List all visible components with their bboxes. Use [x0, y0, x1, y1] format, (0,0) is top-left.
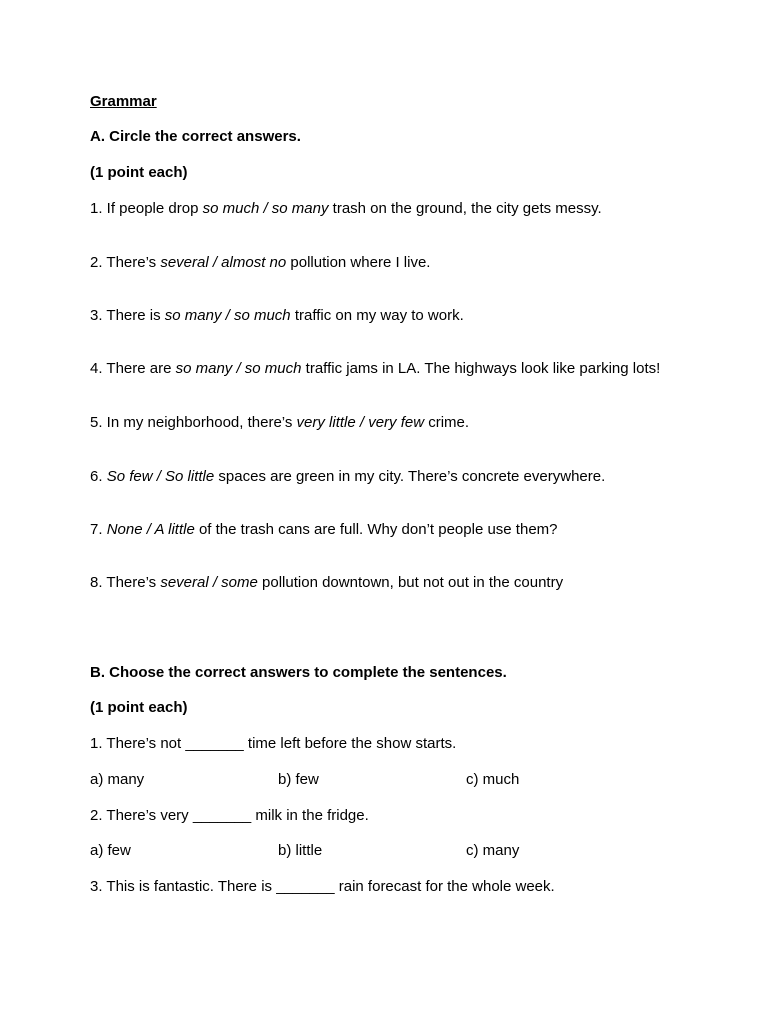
section-a-points: (1 point each)	[90, 164, 188, 181]
question-a3-post: traffic on my way to work.	[290, 307, 464, 324]
question-a8	[90, 574, 563, 592]
question-b1-option-b: b) few	[278, 771, 319, 788]
question-a3-pre: 3. There is	[90, 307, 165, 324]
section-a-title: A. Circle the correct answers.	[90, 128, 301, 145]
question-b1-option-c: c) much	[466, 771, 520, 788]
grammar-heading: Grammar	[90, 93, 157, 110]
question-a2-choice: several / almost no	[160, 254, 287, 271]
question-a7-choice: None / A little	[106, 521, 195, 538]
question-a5-choice: very little / very few	[296, 414, 425, 431]
question-b2: 2. There’s very _______ milk in the fridge.	[90, 807, 369, 824]
question-a4	[90, 360, 660, 378]
section-b-points: (1 point each)	[90, 699, 188, 716]
question-a6	[90, 468, 605, 486]
question-a6-pre: 6.	[90, 468, 107, 485]
question-b1: 1. There’s not _______ time left before the show starts.	[90, 735, 457, 752]
question-a8-post: pollution downtown, but not out in the country	[257, 574, 564, 591]
question-a7-pre: 7.	[90, 521, 107, 538]
question-a2-pre: 2. There’s	[90, 254, 161, 271]
question-a4-post: traffic jams in LA. The highways look like parking lots!	[301, 360, 661, 377]
question-a1-post: trash on the ground, the city gets messy.	[328, 200, 602, 217]
question-b1-option-a: a) many	[90, 771, 145, 788]
question-a3	[90, 307, 464, 325]
question-b2-option-c: c) many	[466, 842, 520, 859]
question-b3: 3. This is fantastic. There is _______ rain forecast for the whole week.	[90, 878, 555, 895]
question-a1-pre: 1. If people drop	[90, 200, 203, 217]
question-a5-pre: 5. In my neighborhood, there’s	[90, 414, 297, 431]
question-a3-choice: so many / so much	[164, 307, 291, 324]
question-a2	[90, 254, 430, 272]
question-a5-post: crime.	[424, 414, 470, 431]
question-a7-post: of the trash cans are full. Why don’t people use them?	[194, 521, 558, 538]
question-a6-post: spaces are green in my city. There’s concrete everywhere.	[214, 468, 606, 485]
question-a1-choice: so much / so many	[202, 200, 329, 217]
question-a5	[90, 414, 469, 432]
question-a1	[90, 200, 602, 218]
question-a8-pre: 8. There’s	[90, 574, 161, 591]
question-a4-choice: so many / so much	[175, 360, 302, 377]
question-a4-pre: 4. There are	[90, 360, 176, 377]
question-b2-option-a: a) few	[90, 842, 131, 859]
question-a2-post: pollution where I live.	[286, 254, 431, 271]
question-a8-choice: several / some	[160, 574, 258, 591]
question-a6-choice: So few / So little	[106, 468, 215, 485]
section-b-title: B. Choose the correct answers to complete the sentences.	[90, 664, 507, 681]
question-a7	[90, 521, 558, 539]
question-b2-option-b: b) little	[278, 842, 323, 859]
